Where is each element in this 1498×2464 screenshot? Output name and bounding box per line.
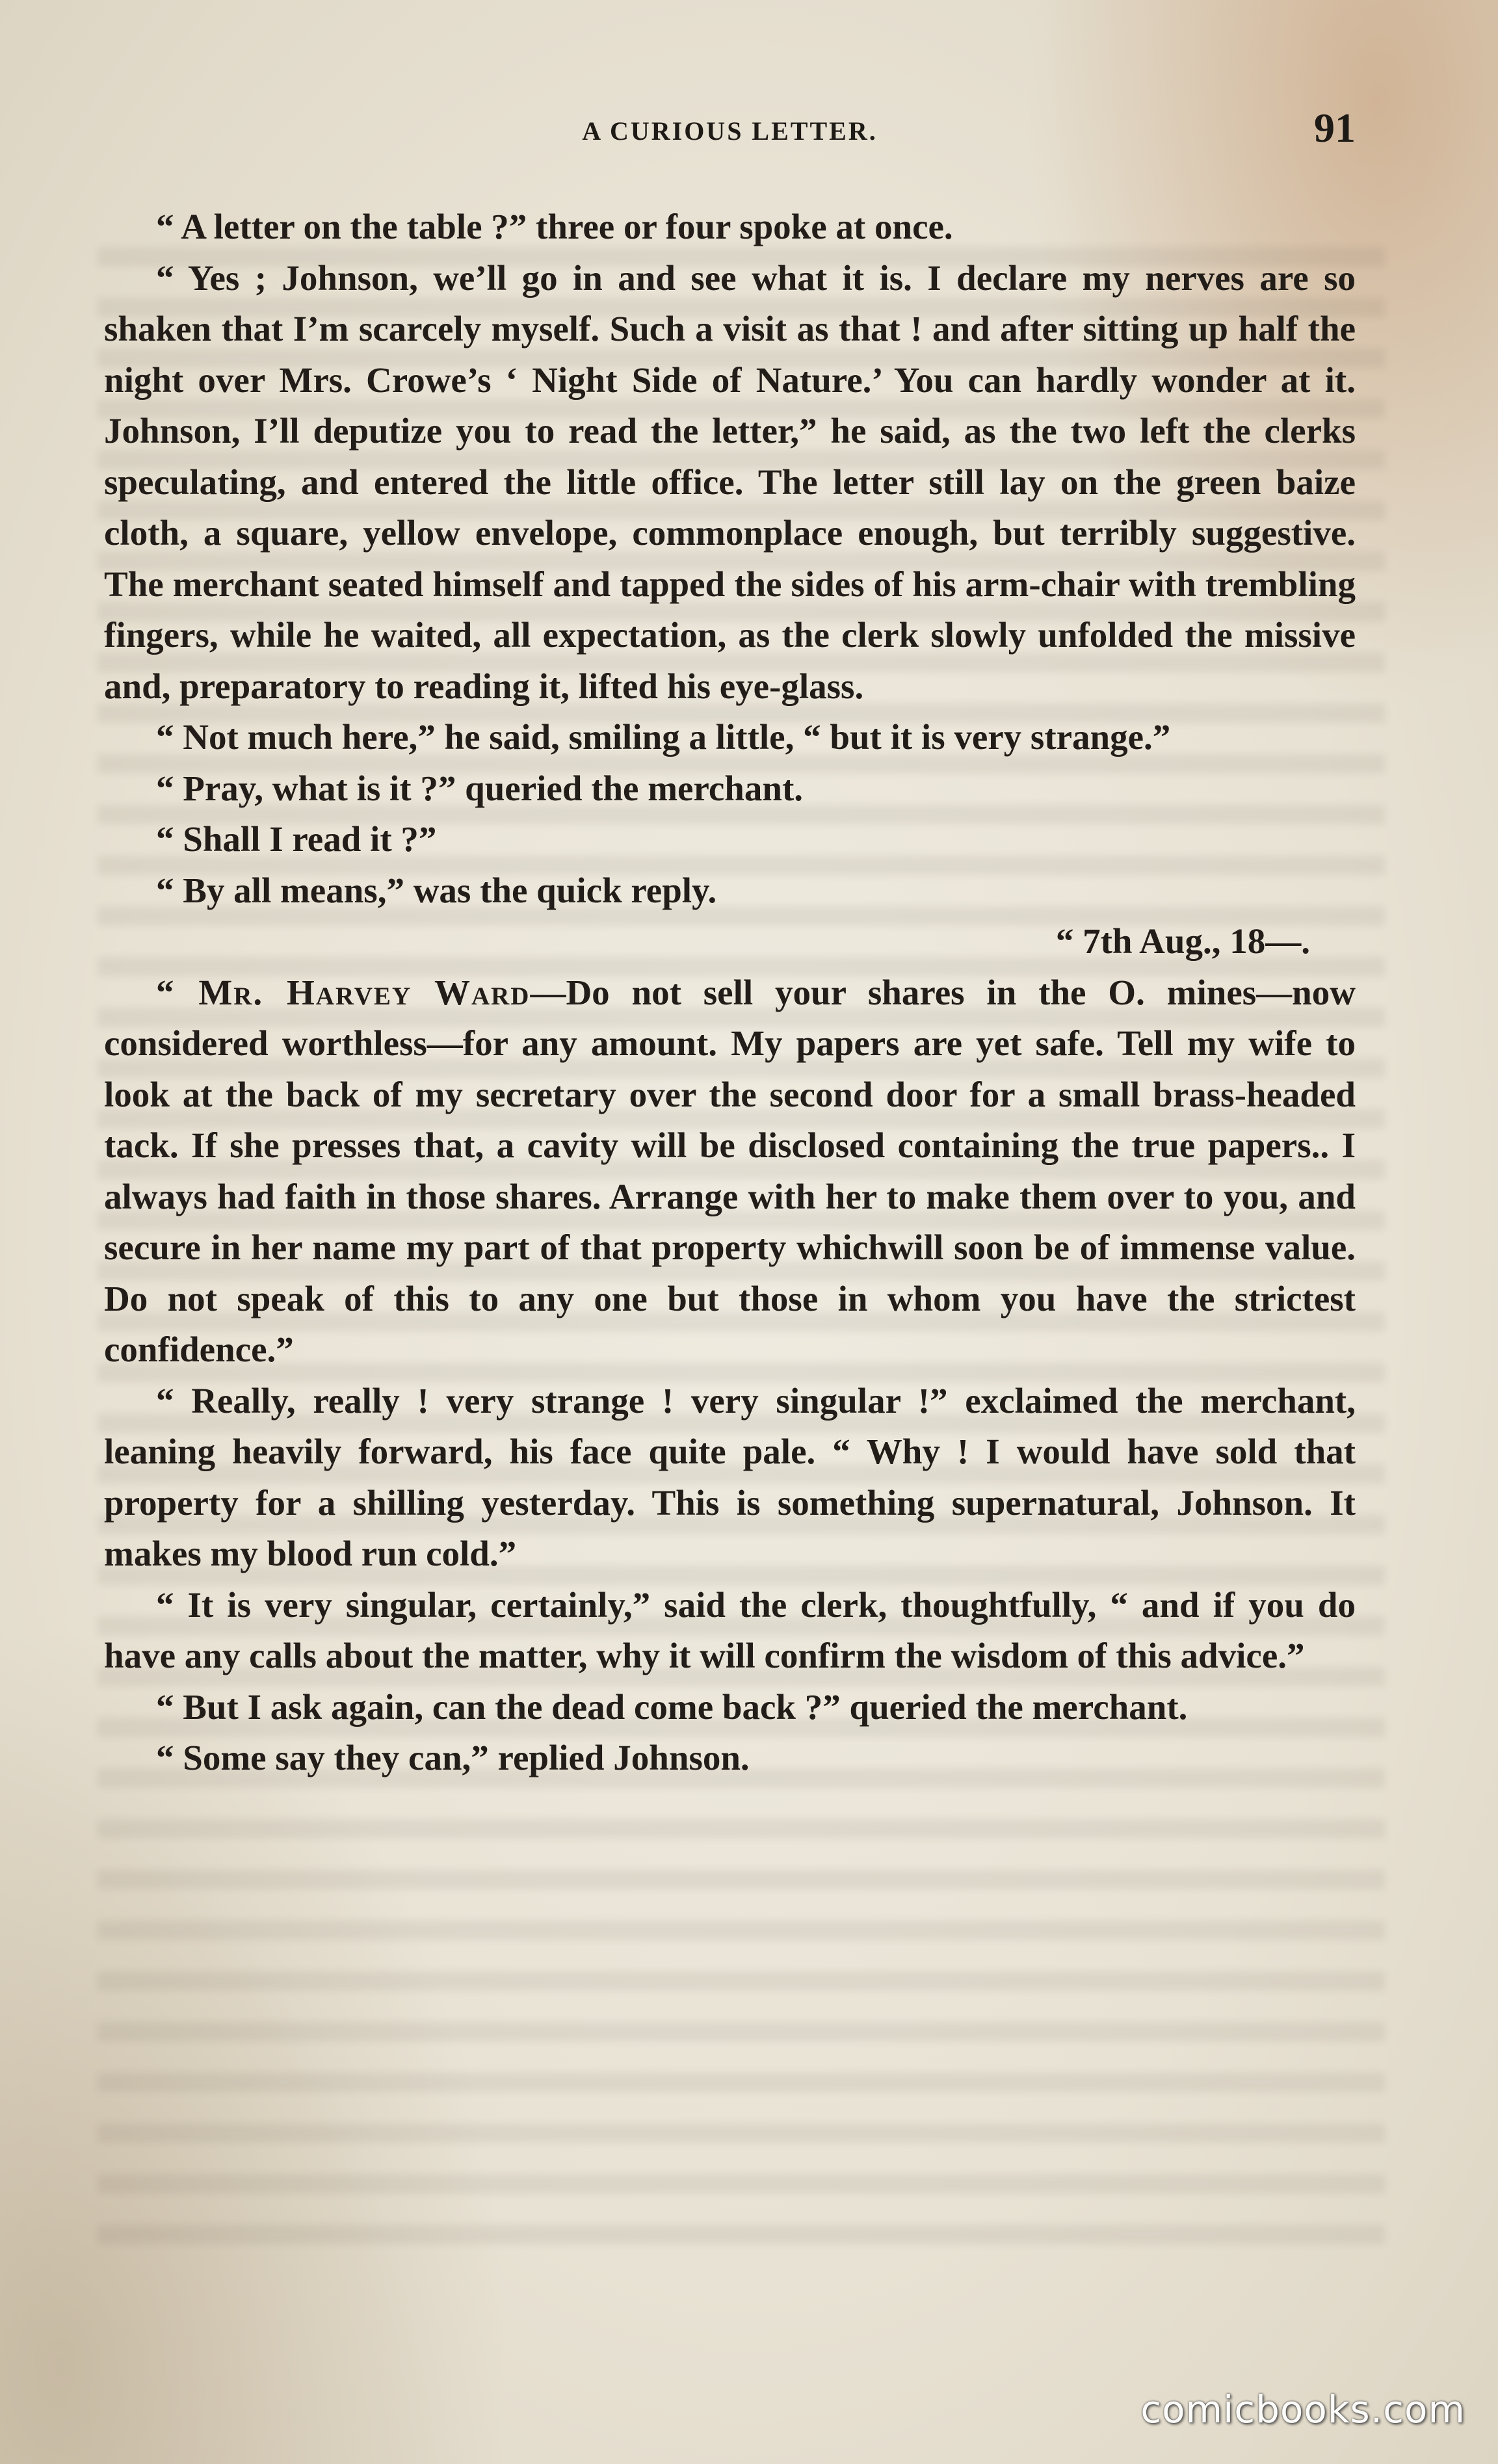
paragraph: “ Really, really ! very strange ! very singular !” exclaimed the merchant, leaning heavily forward, his face quite pale. “ Why ! I would have sold that property for a shilling yesterday. This is something supernatural, Johnson. It makes my blood run cold.” (104, 1380, 1356, 1573)
paragraph: “ But I ask again, can the dead come back ?” queried the merchant. (156, 1686, 1188, 1727)
page-body (104, 202, 1356, 1784)
letter-body: —Do not sell your shares in the O. mines—now considered worthless—for any amount. My papers are yet safe. Tell my wife to look at the back of my secretary over the second door for a small brass-headed tack. If she presses that, a cavity will be disclosed containing the true papers.. I always had faith in those shares. Arrange with her to make them over to you, and secure in her name my part of that property whichwill soon be of immense value. Do not speak of this to any one but those in whom you have the strictest confidence.” (104, 972, 1356, 1369)
paragraph: “ A letter on the table ?” three or four spoke at once. (156, 207, 953, 246)
paragraph: “ By all means,” was the quick reply. (156, 870, 717, 910)
paragraph: “ Not much here,” he said, smiling a little, “ but it is very strange.” (156, 717, 1171, 757)
page-header (104, 104, 1356, 163)
paragraph: “ It is very singular, certainly,” said the clerk, thoughtfully, “ and if you do have any calls about the matter, why it will confirm the wisdom of this advice.” (104, 1584, 1356, 1675)
paragraph: “ Pray, what is it ?” queried the merchant. (156, 768, 804, 808)
paragraph: “ Yes ; Johnson, we’ll go in and see what it is. I declare my nerves are so shaken that I’m scarcely myself. Such a visit as that ! and after sitting up half the night over Mrs. Crowe’s ‘ Night Side of Nature.’ You can hardly wonder at it. Johnson, I’ll deputize you to read the letter,” he said, as the two left the clerks speculating, and entered the little office. The letter still lay on the green baize cloth, a square, yellow envelope, commonplace enough, but terribly suggestive. The merchant seated himself and tapped the sides of his arm-chair with trembling fingers, while he waited, all expectation, as the clerk slowly unfolded the missive and, preparatory to reading it, lifted his eye-glass. (104, 257, 1356, 706)
paragraph: “ Some say they can,” replied Johnson. (156, 1738, 750, 1777)
letter-salutation: “ Mr. Harvey Ward (156, 972, 531, 1012)
watermark-text: comicbooks.com (1140, 2387, 1465, 2431)
letter-date: “ 7th Aug., 18—. (1055, 921, 1310, 961)
running-head: A CURIOUS LETTER. (582, 116, 878, 146)
page-number: 91 (1314, 105, 1356, 151)
paragraph: “ Shall I read it ?” (156, 819, 437, 859)
letter-body-paragraph (104, 967, 1356, 1376)
